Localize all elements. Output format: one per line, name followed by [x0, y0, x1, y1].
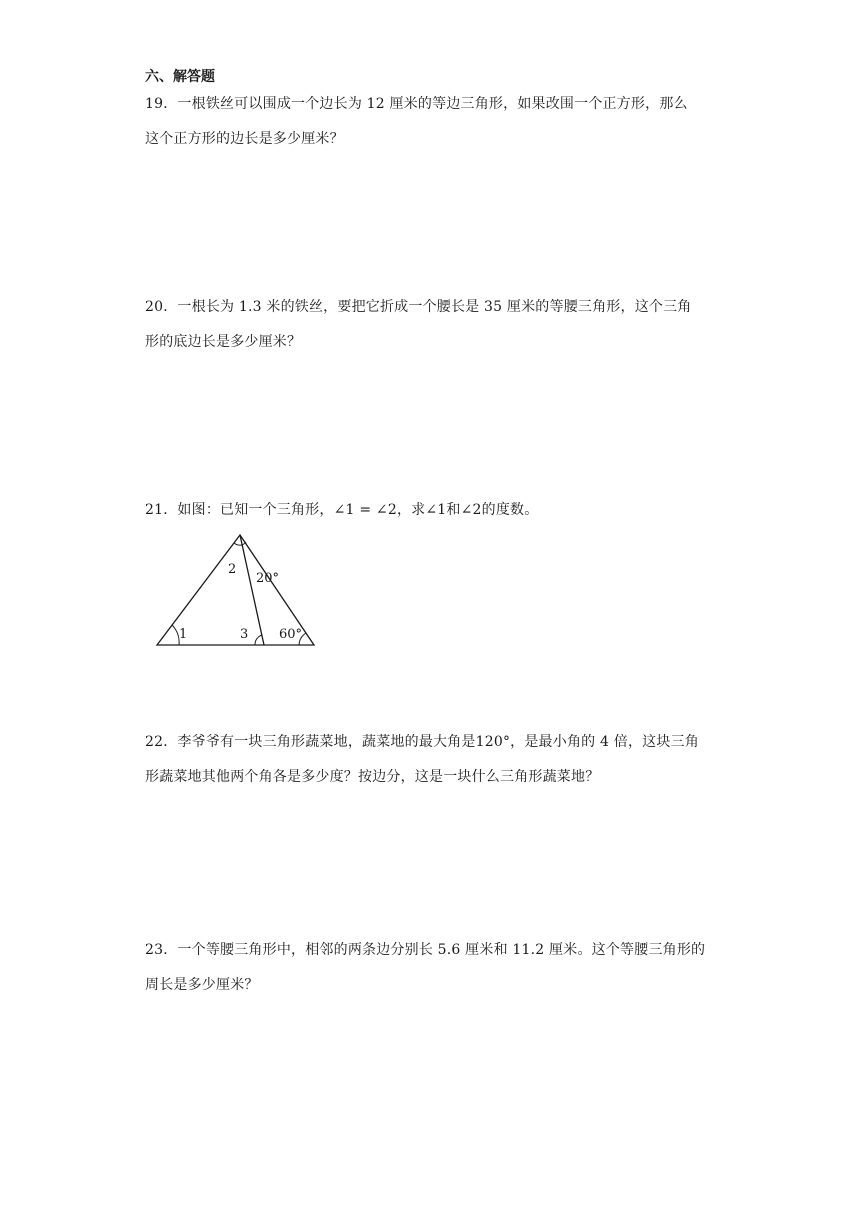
- angle-20-label: 20°: [256, 571, 280, 586]
- question-22-line-2: 形蔬菜地其他两个角各是多少度？按边分，这是一块什么三角形蔬菜地？: [145, 769, 600, 785]
- question-21-line: [145, 500, 538, 520]
- question-22-line-1: [145, 732, 699, 752]
- triangle-figure: [152, 530, 322, 650]
- question-22-angle: 120°: [475, 734, 511, 750]
- question-19-line-2: 这个正方形的边长是多少厘米？: [145, 131, 344, 147]
- question-23-line-2: 周长是多少厘米？: [145, 977, 259, 993]
- question-21-middle-2: 和: [446, 502, 461, 518]
- triangle-svg: [152, 530, 322, 650]
- angle-2-arc: [234, 543, 242, 545]
- question-21-suffix: 的度数。: [481, 502, 539, 518]
- angle-equation: ∠1 = ∠2: [333, 502, 397, 518]
- angle-60-label: 60°: [279, 627, 303, 642]
- angle-3-label: 3: [240, 627, 249, 642]
- angle-1-symbol: ∠1: [425, 502, 447, 518]
- question-21-prefix: 21．如图：已知一个三角形，: [145, 502, 334, 518]
- angle-2-symbol: ∠2: [460, 502, 482, 518]
- question-22-text-b: ，是最小角的 4 倍，这块三角: [510, 734, 699, 750]
- question-19-line-1: 19．一根铁丝可以围成一个边长为 12 厘米的等边三角形，如果改围一个正方形，那么: [145, 96, 688, 112]
- question-23-line-1: 23．一个等腰三角形中，相邻的两条边分别长 5.6 厘米和 11.2 厘米。这个等腰三角形的: [145, 942, 706, 958]
- angle-3-arc: [255, 635, 262, 645]
- section-title: 六、解答题: [145, 69, 215, 85]
- angle-1-label: 1: [179, 627, 188, 642]
- question-21-middle: ，求: [396, 502, 426, 518]
- question-20-line-2: 形的底边长是多少厘米？: [145, 334, 302, 350]
- angle-2-label: 2: [228, 562, 237, 577]
- question-20-line-1: 20．一根长为 1.3 米的铁丝，要把它折成一个腰长是 35 厘米的等腰三角形，这个三角: [145, 299, 692, 315]
- question-22-text-a: 22．李爷爷有一块三角形蔬菜地，蔬菜地的最大角是: [145, 734, 476, 750]
